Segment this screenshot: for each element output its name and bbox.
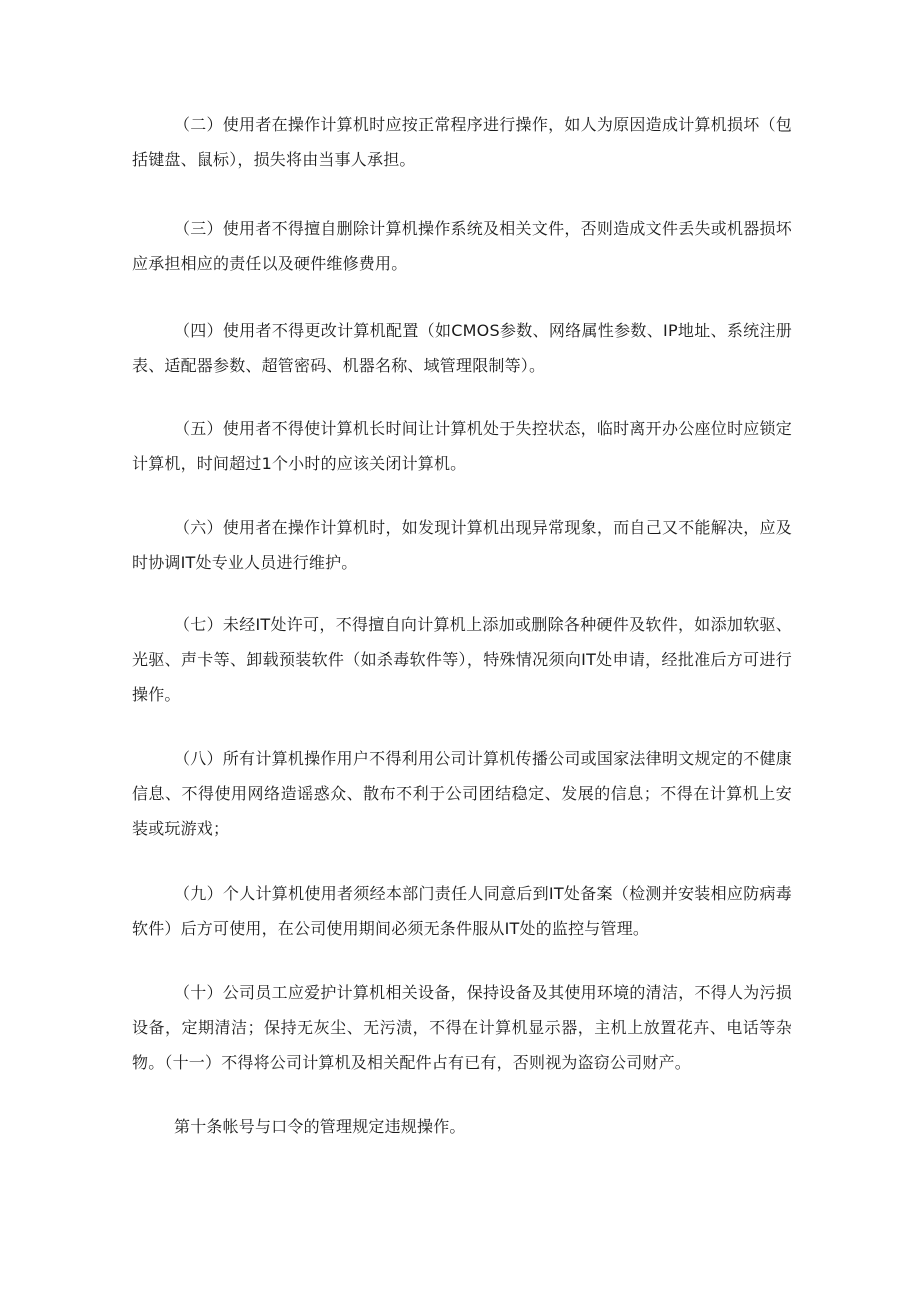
- paragraph-6: （六）使用者在操作计算机时，如发现计算机出现异常现象，而自己又不能解决，应及时协调IT处专业人员进行维护。: [132, 518, 792, 572]
- paragraph-2: （二）使用者在操作计算机时应按正常程序进行操作，如人为原因造成计算机损坏（包括键盘、鼠标），损失将由当事人承担。: [132, 115, 792, 169]
- paragraph-5: （五）使用者不得使计算机长时间让计算机处于失控状态，临时离开办公座位时应锁定计算机，时间超过1个小时的应该关闭计算机。: [132, 419, 792, 473]
- paragraph-8: （八）所有计算机操作用户不得利用公司计算机传播公司或国家法律明文规定的不健康信息、不得使用网络造谣惑众、散布不利于公司团结稳定、发展的信息；不得在计算机上安装或玩游戏；: [132, 749, 792, 838]
- paragraph-9: （九）个人计算机使用者须经本部门责任人同意后到IT处备案（检测并安装相应防病毒软件）后方可使用，在公司使用期间必须无条件服从IT处的监控与管理。: [132, 884, 792, 938]
- paragraph-10: （十）公司员工应爱护计算机相关设备，保持设备及其使用环境的清洁，不得人为污损设备，定期清洁；保持无灰尘、无污渍，不得在计算机显示器，主机上放置花卉、电话等杂物。（十一）不得将公司计算机及相关配件占有已有，否则视为盗窃公司财产。: [132, 983, 792, 1072]
- article-10-heading: 第十条帐号与口令的管理规定违规操作。: [174, 1117, 466, 1136]
- paragraph-3: （三）使用者不得擅自删除计算机操作系统及相关文件，否则造成文件丢失或机器损坏应承担相应的责任以及硬件维修费用。: [132, 219, 792, 273]
- paragraph-4: （四）使用者不得更改计算机配置（如CMOS参数、网络属性参数、IP地址、系统注册表、适配器参数、超管密码、机器名称、域管理限制等）。: [132, 321, 792, 375]
- paragraph-7: （七）未经IT处许可，不得擅自向计算机上添加或删除各种硬件及软件，如添加软驱、光驱、声卡等、卸载预装软件（如杀毒软件等），特殊情况须向IT处申请，经批准后方可进行操作。: [132, 615, 792, 704]
